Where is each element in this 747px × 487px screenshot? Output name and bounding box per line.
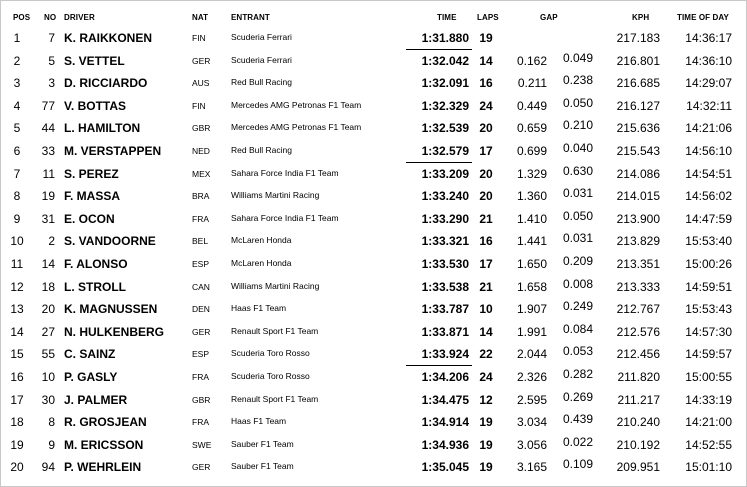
cell-entrant: Red Bull Racing (231, 77, 292, 88)
cell-kph: 216.685 (616, 76, 660, 91)
cell-gap: 1.329 (516, 166, 547, 181)
cell-time: 1:32.539 (421, 121, 469, 136)
interval-value: 0.008 (562, 276, 594, 291)
cell-gap: 2.326 (516, 370, 547, 384)
cell-no: 20 (41, 302, 55, 317)
interval-value: 0.249 (562, 299, 594, 314)
cell-entrant: Sauber F1 Team (231, 438, 294, 449)
cell-no: 94 (41, 460, 55, 475)
cell-kph: 211.217 (617, 392, 660, 407)
cell-tod: 15:00:55 (685, 370, 732, 384)
cell-pos: 17 (10, 392, 24, 407)
cell-laps: 19 (479, 460, 493, 475)
cell-entrant: McLaren Honda (231, 258, 292, 268)
cell-time: 1:34.936 (421, 437, 469, 452)
table-row (1, 456, 747, 478)
cell-tod: 14:21:00 (685, 415, 732, 430)
cell-no: 33 (41, 144, 55, 158)
cell-kph: 214.086 (616, 166, 660, 181)
cell-no: 11 (42, 166, 55, 181)
interval-value: 0.210 (562, 118, 594, 133)
cell-pos: 12 (10, 279, 24, 294)
cell-nat: FRA (192, 417, 209, 428)
table-row (1, 95, 747, 117)
cell-kph: 213.900 (616, 211, 660, 226)
cell-tod: 14:29:07 (685, 76, 732, 91)
cell-tod: 14:59:51 (685, 279, 732, 294)
interval-value: 0.050 (562, 208, 594, 223)
time-separator (406, 49, 472, 50)
cell-gap: 3.034 (516, 415, 547, 430)
cell-entrant: Scuderia Toro Rosso (231, 348, 310, 359)
cell-gap: 1.991 (516, 324, 547, 339)
cell-no: 10 (41, 370, 55, 384)
interval-value: 0.022 (562, 434, 594, 449)
cell-time: 1:34.914 (421, 415, 469, 430)
cell-driver: V. BOTTAS (64, 98, 127, 113)
cell-kph: 213.351 (616, 257, 660, 271)
header-gap: GAP (540, 13, 558, 22)
cell-no: 2 (48, 234, 55, 249)
cell-gap: 2.044 (516, 347, 547, 362)
cell-nat: DEN (192, 304, 210, 315)
cell-gap: 0.659 (516, 121, 547, 136)
cell-kph: 212.576 (616, 324, 660, 339)
cell-gap: 1.360 (516, 189, 547, 204)
cell-driver: C. SAINZ (64, 347, 116, 362)
cell-pos: 7 (13, 166, 21, 181)
table-row (1, 411, 747, 433)
cell-nat: SWE (192, 439, 212, 450)
cell-gap: 0.211 (517, 76, 547, 91)
cell-nat: ESP (192, 349, 210, 360)
interval-value: 0.439 (562, 412, 594, 427)
interval-value: 0.269 (562, 389, 594, 404)
cell-time: 1:34.475 (421, 392, 469, 407)
cell-nat: GBR (192, 123, 211, 134)
cell-tod: 15:01:10 (685, 460, 732, 475)
cell-nat: FIN (192, 33, 206, 43)
cell-entrant: Scuderia Ferrari (231, 54, 292, 65)
cell-nat: GER (192, 55, 211, 66)
cell-tod: 15:53:43 (685, 302, 732, 317)
cell-laps: 20 (479, 166, 493, 181)
cell-nat: GER (192, 462, 211, 473)
cell-driver: R. GROSJEAN (64, 415, 147, 430)
cell-nat: GBR (192, 394, 211, 405)
cell-driver: D. RICCIARDO (64, 76, 148, 91)
cell-nat: MEX (192, 168, 211, 179)
cell-tod: 14:21:06 (685, 121, 732, 136)
cell-laps: 21 (479, 279, 493, 294)
cell-pos: 11 (10, 257, 24, 271)
cell-no: 3 (48, 76, 55, 91)
cell-driver: S. PEREZ (64, 166, 119, 181)
cell-no: 9 (48, 437, 55, 452)
interval-value: 0.282 (562, 367, 594, 381)
cell-time: 1:32.042 (421, 53, 469, 68)
cell-driver: L. STROLL (64, 279, 126, 294)
cell-entrant: Sahara Force India F1 Team (231, 167, 339, 178)
cell-nat: BEL (192, 236, 209, 247)
table-row (1, 366, 747, 388)
cell-kph: 217.183 (616, 31, 660, 45)
cell-entrant: Renault Sport F1 Team (231, 325, 319, 336)
cell-driver: L. HAMILTON (64, 121, 141, 136)
cell-gap: 3.165 (516, 460, 547, 475)
cell-pos: 16 (10, 370, 24, 384)
interval-value: 0.084 (562, 321, 594, 336)
interval-value: 0.109 (562, 457, 594, 472)
cell-tod: 14:52:55 (685, 437, 732, 452)
interval-value: 0.238 (562, 73, 594, 88)
cell-driver: S. VETTEL (64, 53, 125, 68)
interval-value: 0.050 (562, 95, 594, 110)
cell-no: 14 (41, 257, 55, 271)
cell-kph: 216.127 (616, 98, 660, 113)
cell-nat: FIN (192, 100, 206, 111)
cell-nat: GER (192, 326, 211, 337)
table-row (1, 253, 747, 275)
cell-entrant: Scuderia Ferrari (231, 32, 292, 42)
cell-nat: AUS (192, 78, 210, 89)
cell-tod: 14:32:11 (686, 98, 732, 113)
cell-no: 19 (41, 189, 55, 204)
cell-time: 1:33.787 (421, 302, 469, 317)
cell-time: 1:33.538 (421, 279, 469, 294)
interval-value: 0.031 (562, 231, 594, 246)
cell-tod: 14:36:17 (685, 31, 732, 45)
table-row (1, 117, 747, 139)
cell-pos: 2 (13, 53, 21, 68)
cell-nat: ESP (192, 259, 210, 269)
cell-laps: 16 (479, 76, 493, 91)
cell-nat: CAN (192, 281, 210, 292)
cell-driver: K. RAIKKONEN (64, 31, 153, 45)
cell-no: 18 (41, 279, 55, 294)
cell-tod: 14:59:57 (685, 347, 732, 362)
table-row (1, 163, 747, 185)
table-row (1, 321, 747, 343)
cell-driver: F. ALONSO (64, 257, 128, 271)
cell-time: 1:32.091 (421, 76, 469, 91)
cell-pos: 8 (13, 189, 21, 204)
header-time-of-day: TIME OF DAY (677, 13, 729, 22)
cell-gap: 0.162 (516, 53, 547, 68)
cell-nat: FRA (192, 213, 209, 224)
cell-time: 1:32.329 (421, 98, 469, 113)
cell-driver: N. HULKENBERG (64, 324, 165, 339)
cell-tod: 15:00:26 (685, 257, 732, 271)
cell-entrant: Williams Martini Racing (231, 190, 320, 201)
header-pos: POS (13, 13, 31, 22)
cell-laps: 20 (479, 121, 493, 136)
cell-laps: 17 (479, 144, 493, 158)
cell-entrant: Renault Sport F1 Team (231, 393, 319, 404)
cell-kph: 216.801 (616, 53, 660, 68)
cell-tod: 14:54:51 (685, 166, 732, 181)
cell-laps: 12 (479, 392, 493, 407)
table-row (1, 434, 747, 456)
cell-entrant: Sahara Force India F1 Team (231, 212, 339, 223)
cell-entrant: Haas F1 Team (231, 416, 287, 427)
cell-time: 1:32.579 (421, 144, 469, 158)
cell-driver: S. VANDOORNE (64, 234, 156, 249)
cell-nat: BRA (192, 191, 210, 202)
cell-time: 1:31.880 (421, 31, 469, 45)
table-row (1, 185, 747, 207)
header-time: TIME (437, 13, 457, 22)
cell-kph: 214.015 (616, 189, 660, 204)
cell-laps: 14 (479, 53, 493, 68)
cell-pos: 3 (13, 76, 21, 91)
cell-no: 55 (41, 347, 55, 362)
cell-driver: M. ERICSSON (64, 437, 144, 452)
cell-gap: 0.699 (516, 144, 547, 158)
cell-no: 27 (41, 324, 55, 339)
cell-time: 1:33.321 (421, 234, 469, 249)
table-row (1, 389, 747, 411)
cell-driver: K. MAGNUSSEN (64, 302, 158, 317)
cell-kph: 212.767 (616, 302, 660, 317)
cell-kph: 210.240 (616, 415, 660, 430)
header-nat: NAT (192, 13, 209, 22)
table-row (1, 72, 747, 94)
cell-entrant: Sauber F1 Team (231, 461, 294, 472)
interval-value: 0.040 (562, 141, 594, 155)
cell-laps: 24 (479, 370, 493, 384)
cell-laps: 21 (479, 211, 493, 226)
time-separator (406, 365, 472, 366)
cell-tod: 14:36:10 (685, 53, 732, 68)
cell-pos: 4 (13, 98, 21, 113)
header-driver: DRIVER (64, 13, 95, 22)
header-laps: LAPS (477, 13, 499, 22)
cell-tod: 14:33:19 (685, 392, 732, 407)
cell-entrant: Haas F1 Team (231, 303, 287, 314)
cell-time: 1:34.206 (421, 370, 469, 384)
cell-driver: F. MASSA (64, 189, 121, 204)
cell-time: 1:33.530 (421, 257, 469, 271)
cell-pos: 6 (13, 144, 21, 158)
header-entrant: ENTRANT (231, 13, 270, 22)
cell-driver: P. GASLY (64, 370, 118, 384)
cell-pos: 15 (10, 347, 24, 362)
interval-value: 0.031 (562, 186, 594, 201)
cell-laps: 16 (479, 234, 493, 249)
cell-time: 1:33.240 (421, 189, 469, 204)
cell-pos: 18 (10, 415, 24, 430)
table-row (1, 298, 747, 320)
interval-value: 0.209 (562, 254, 594, 268)
cell-driver: E. OCON (64, 211, 115, 226)
cell-kph: 215.636 (616, 121, 660, 136)
cell-entrant: Williams Martini Racing (231, 280, 320, 291)
cell-time: 1:33.871 (421, 324, 469, 339)
cell-laps: 20 (479, 189, 493, 204)
cell-time: 1:33.209 (421, 166, 469, 181)
cell-gap: 2.595 (516, 392, 547, 407)
cell-driver: J. PALMER (64, 392, 128, 407)
table-row (1, 208, 747, 230)
cell-no: 77 (41, 98, 55, 113)
cell-kph: 209.951 (616, 460, 660, 475)
cell-no: 8 (48, 415, 55, 430)
cell-gap: 1.907 (516, 302, 547, 317)
cell-kph: 212.456 (616, 347, 660, 362)
cell-laps: 10 (479, 302, 493, 317)
cell-entrant: Red Bull Racing (231, 145, 292, 155)
cell-entrant: Mercedes AMG Petronas F1 Team (231, 122, 362, 133)
cell-kph: 213.829 (616, 234, 660, 249)
cell-no: 44 (41, 121, 55, 136)
cell-kph: 213.333 (616, 279, 660, 294)
table-row (1, 140, 747, 162)
cell-time: 1:33.924 (421, 347, 469, 362)
cell-gap: 1.658 (516, 279, 547, 294)
cell-gap: 1.441 (516, 234, 547, 249)
cell-kph: 210.192 (616, 437, 660, 452)
interval-value: 0.630 (562, 163, 594, 178)
table-row (1, 276, 747, 298)
header-kph: KPH (632, 13, 650, 22)
cell-pos: 10 (10, 234, 24, 249)
cell-kph: 211.820 (617, 370, 660, 384)
cell-laps: 24 (479, 98, 493, 113)
cell-pos: 19 (10, 437, 24, 452)
cell-nat: NED (192, 146, 210, 156)
header-no: NO (44, 13, 57, 22)
cell-driver: M. VERSTAPPEN (64, 144, 162, 158)
cell-pos: 20 (10, 460, 24, 475)
time-separator (406, 162, 472, 163)
cell-pos: 5 (13, 121, 21, 136)
cell-tod: 14:47:59 (685, 211, 732, 226)
cell-pos: 13 (10, 302, 24, 317)
cell-time: 1:35.045 (421, 460, 469, 475)
cell-no: 5 (48, 53, 55, 68)
cell-entrant: McLaren Honda (231, 235, 292, 246)
cell-pos: 9 (13, 211, 21, 226)
cell-gap: 1.650 (516, 257, 547, 271)
table-row (1, 230, 747, 252)
cell-laps: 17 (479, 257, 493, 271)
cell-gap: 1.410 (516, 211, 547, 226)
interval-value: 0.053 (562, 344, 594, 359)
cell-tod: 14:56:02 (685, 189, 732, 204)
table-row (1, 50, 747, 72)
cell-kph: 215.543 (616, 144, 660, 158)
cell-driver: P. WEHRLEIN (64, 460, 142, 475)
cell-tod: 14:56:10 (685, 144, 732, 158)
table-row (1, 343, 747, 365)
cell-laps: 19 (479, 31, 493, 45)
table-row (1, 27, 747, 49)
cell-laps: 19 (479, 437, 493, 452)
cell-laps: 19 (479, 415, 493, 430)
cell-gap: 0.449 (516, 98, 547, 113)
cell-tod: 15:53:40 (685, 234, 732, 249)
cell-no: 31 (41, 211, 55, 226)
cell-no: 7 (48, 31, 55, 45)
cell-time: 1:33.290 (421, 211, 469, 226)
cell-entrant: Scuderia Toro Rosso (231, 371, 310, 381)
cell-no: 30 (41, 392, 55, 407)
cell-laps: 14 (479, 324, 493, 339)
cell-nat: FRA (192, 372, 209, 382)
interval-value: 0.049 (562, 50, 594, 65)
cell-entrant: Mercedes AMG Petronas F1 Team (231, 99, 362, 110)
cell-laps: 22 (479, 347, 493, 362)
cell-gap: 3.056 (516, 437, 547, 452)
cell-pos: 14 (10, 324, 24, 339)
cell-pos: 1 (13, 31, 21, 45)
cell-tod: 14:57:30 (685, 324, 732, 339)
